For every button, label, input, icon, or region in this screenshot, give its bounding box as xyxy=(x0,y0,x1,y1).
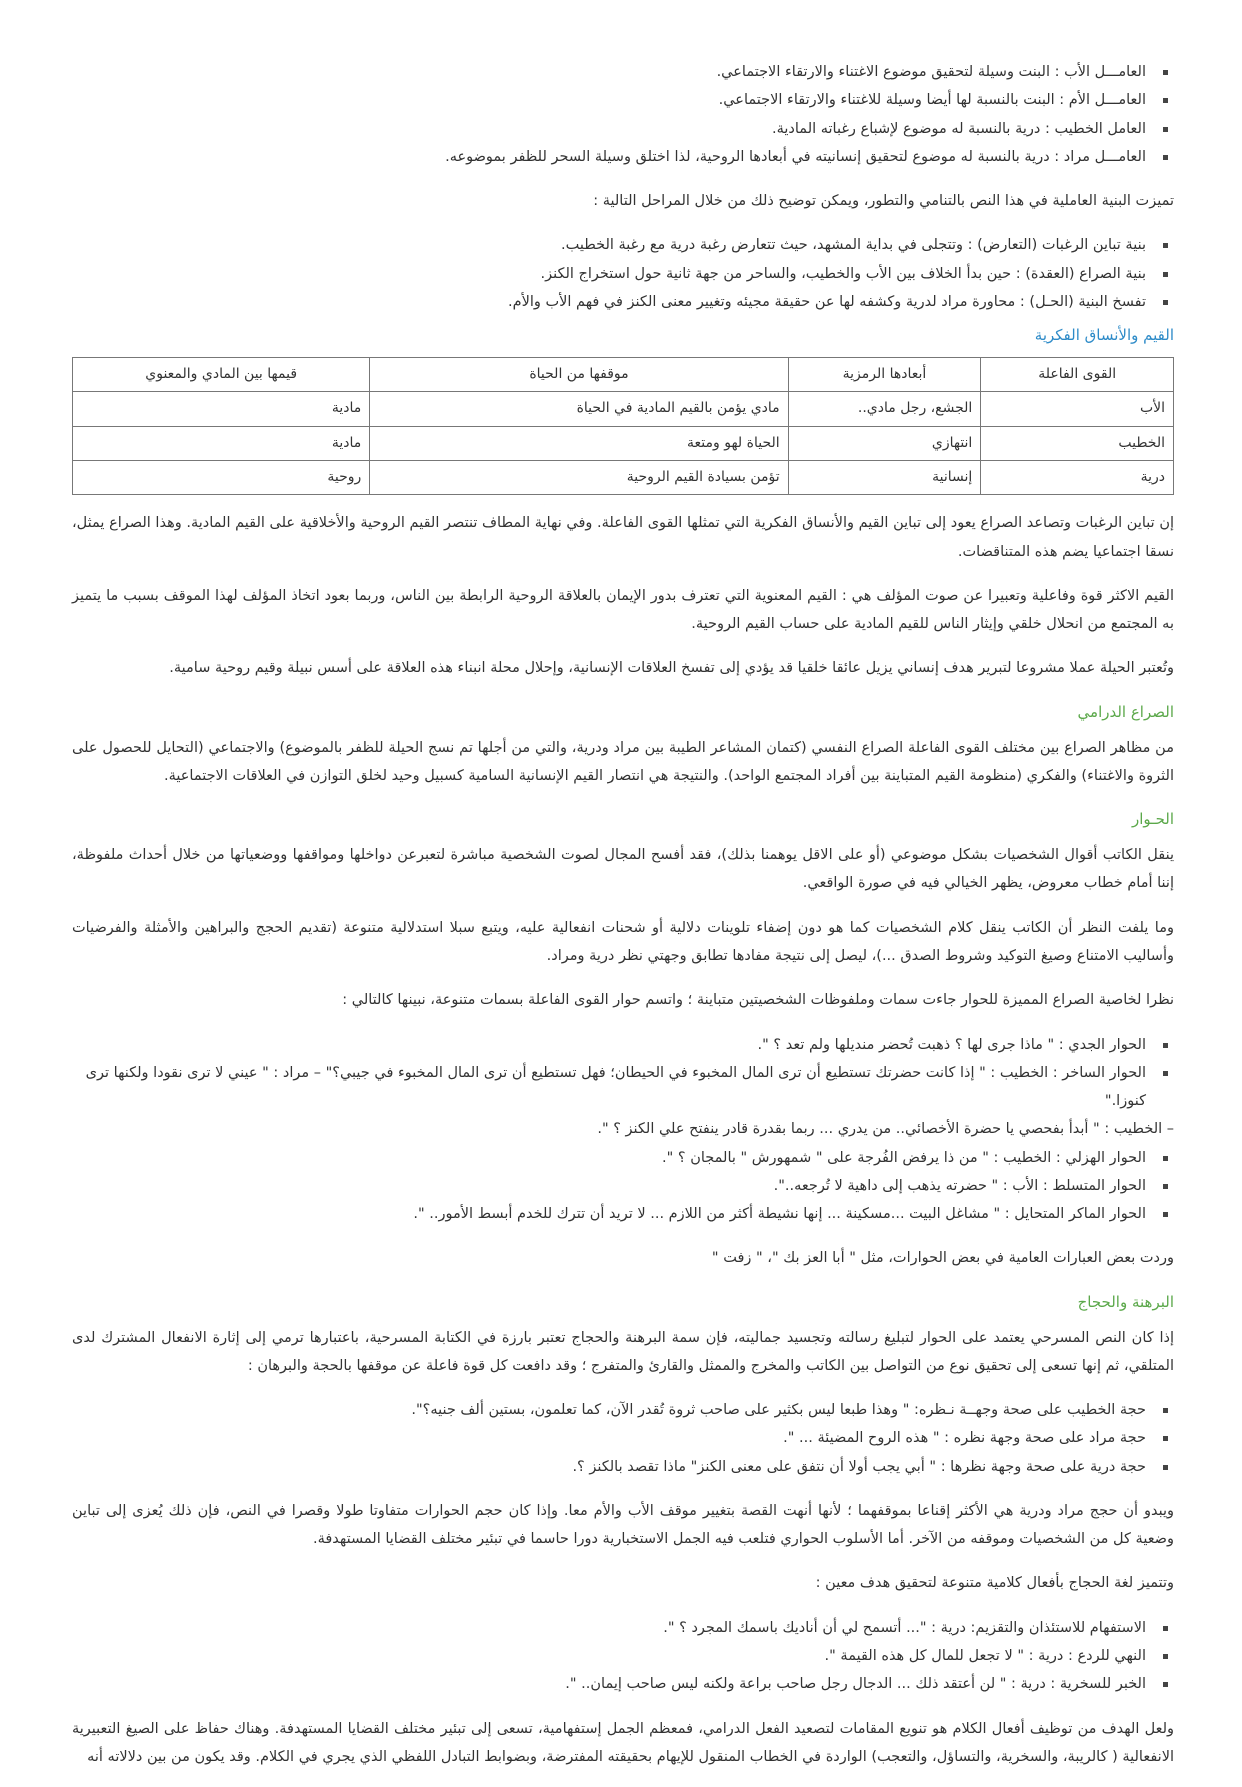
values-table xyxy=(72,357,1174,495)
actants-list xyxy=(72,58,1174,171)
table-cell: الجشع، رجل مادي.. xyxy=(788,392,981,426)
speech-acts-intro: وتتميز لغة الحجاج بأفعال كلامية متنوعة لتحقيق هدف معين : xyxy=(815,1575,1174,1592)
dialogue-paragraph: وما يلفت النظر أن الكاتب ينقل كلام الشخصيات كما هو دون إضفاء تلوينات دلالية أو شحنات انفعالية عليه، ويتبع سبلا استدلالية متنوعة (تقديم الحجج والبراهين والأمثلة والفرضيات وأساليب الامتناع وصيغ التوكيد وشروط الصدق ...)، ليصل إلى نتيجة مفادها تطابق وجهتي نظر درية ومراد. xyxy=(72,919,1174,964)
list-item: الحوار الجدي : " ماذا جرى لها ؟ ذهبت تُحضر منديلها ولم تعد ؟ ". xyxy=(72,1031,1146,1059)
argument-paragraph: إذا كان النص المسرحي يعتمد على الحوار لتبليغ رسالته وتجسيد جماليته، فإن سمة البرهنة والحجاج تعتبر بارزة في الكتابة المسرحية، باعتبارها ترمي إلى إثارة الانفعال المشترك لدى المتلقي، ثم إنها تسعى إلى تحقيق نوع من التواصل بين الكاتب والمخرج والممثل والقارئ والمتفرج ؛ وقد دافعت كل قوة فاعلة عن موقفها بالحجة والبرهان : xyxy=(72,1329,1174,1374)
table-cell: انتهازي xyxy=(788,426,981,460)
dialogue-heading: الحـوار xyxy=(1132,810,1174,829)
table-cell: مادي يؤمن بالقيم المادية في الحياة xyxy=(370,392,788,426)
list-item: بنية تباين الرغبات (التعارض) : وتتجلى في بداية المشهد، حيث تتعارض رغبة درية مع رغبة الخطيب. xyxy=(72,231,1146,259)
document-page xyxy=(72,58,1174,1787)
structure-intro: تميزت البنية العاملية في هذا النص بالتنامي والتطور، ويمكن توضيح ذلك من خلال المراحل التالية : xyxy=(593,193,1174,210)
list-item: الاستفهام للاستئذان والتقزيم: درية : "... أتسمح لي أن أناديك باسمك المجرد ؟ ". xyxy=(72,1614,1146,1642)
values-paragraph: إن تباين الرغبات وتصاعد الصراع يعود إلى تباين القيم والأنساق الفكرية التي تمثلها القوى الفاعلة. وفي نهاية المطاف تنتصر القيم الروحية والأخلاقية على القيم المادية. وهذا الصراع يمثل، نسقا اجتماعيا يضم هذه المتناقضات. xyxy=(72,515,1174,560)
dialogue-paragraph: ينقل الكاتب أقوال الشخصيات بشكل موضوعي (أو على الاقل يوهمنا بذلك)، فقد أفسح المجال لصوت الشخصية مباشرة لتعبرعن دواخلها ومواقفها ووضعياتها من خلال أحداث ملفوظة، إننا أمام خطاب معروض، يظهر الخيالي فيه في صورة الواقعي. xyxy=(72,847,1174,892)
table-cell: تؤمن بسيادة القيم الروحية xyxy=(370,461,788,495)
table-row xyxy=(73,392,1174,426)
table-cell: الأب xyxy=(981,392,1174,426)
values-heading: القيم والأنساق الفكرية xyxy=(1034,326,1174,345)
list-item: بنية الصراع (العقدة) : حين بدأ الخلاف بين الأب والخطيب، والساحر من جهة ثانية حول استخراج الكنز. xyxy=(72,260,1146,288)
list-item: الحوار الماكر المتحايل : " مشاغل البيت ...مسكينة ... إنها نشيطة أكثر من اللازم ... لا تريد أن تترك للخدم أبسط الأمور.. ". xyxy=(72,1200,1146,1228)
table-row xyxy=(73,426,1174,460)
table-header-cell: القوى الفاعلة xyxy=(981,358,1174,392)
values-paragraph: وتُعتبر الحيلة عملا مشروعا لتبرير هدف إنساني يزيل عائقا خلقيا قد يؤدي إلى تفسخ العلاقات الإنسانية، وإحلال محلة انبناء هذه العلاقة على أسس نبيلة وقيم روحية سامية. xyxy=(169,660,1174,677)
dialogue-paragraph: نظرا لخاصية الصراع المميزة للحوار جاءت سمات وملفوظات الشخصيتين متباينة ؛ واتسم حوار القوى الفاعلة بسمات متنوعة، نبينها كالتالي : xyxy=(342,992,1174,1009)
table-cell: مادية xyxy=(73,392,370,426)
table-cell: الخطيب xyxy=(981,426,1174,460)
colloquial-note: وردت بعض العبارات العامية في بعض الحوارات، مثل " أبا العز بك "، " زفت " xyxy=(711,1250,1174,1267)
list-item: العامـــل الأم : البنت بالنسبة لها أيضا وسيلة للاغتناء والارتقاء الاجتماعي. xyxy=(72,86,1146,114)
table-header-row xyxy=(73,358,1174,392)
conflict-heading: الصراع الدرامي xyxy=(1077,702,1174,721)
list-item: النهي للردع : درية : " لا تجعل للمال كل هذه القيمة ". xyxy=(72,1642,1146,1670)
table-cell: درية xyxy=(981,461,1174,495)
table-cell: إنسانية xyxy=(788,461,981,495)
table-header-cell: موقفها من الحياة xyxy=(370,358,788,392)
dialogue-types-list-2 xyxy=(72,1144,1174,1229)
list-item: العامـــل الأب : البنت وسيلة لتحقيق موضوع الاغتناء والارتقاء الاجتماعي. xyxy=(72,58,1146,86)
list-item: الخبر للسخرية : درية : " لن أعتقد ذلك ... الدجال رجل صاحب براعة ولكنه ليس صاحب إيمان.. ". xyxy=(72,1670,1146,1698)
list-item: الحوار الهزلي : الخطيب : " من ذا يرفض الفُرجة على " شمهورش " بالمجان ؟ ". xyxy=(72,1144,1146,1172)
conflict-paragraph: من مظاهر الصراع بين مختلف القوى الفاعلة الصراع النفسي (كتمان المشاعر الطيبة بين مراد ودرية، والتي من أجلها تم نسج الحيلة للظفر بالموضوع) والاجتماعي (التحايل للحصول على الثروة والاغتناء) والفكري (منظومة القيم المتباينة بين أفراد المجتمع الواحد). والنتيجة هي انتصار القيم الإنسانية السامية كسبيل وحيد لخلق التوازن في العلاقات الاجتماعية. xyxy=(72,739,1174,784)
final-paragraph: ولعل الهدف من توظيف أفعال الكلام هو تنويع المقامات لتصعيد الفعل الدرامي، فمعظم الجمل إستفهامية، تسعى إلى تبئير مختلف القضايا المستهدفة. وهناك حفاظ على الصيغ التعبيرية الانفعالية ( كالريبة، والسخرية، والتساؤل، والتعجب) الواردة في الخطاب المنقول للإيهام بحقيقته المفترضة، وبضوابط التبادل اللفظي الذي يجري في الكلام. وقد يكون من بين دلالاته أنه xyxy=(72,1720,1174,1765)
table-cell: روحية xyxy=(73,461,370,495)
list-item: الحوار الساخر : الخطيب : " إذا كانت حضرتك تستطيع أن ترى المال المخبوء في الحيطان؛ فهل تستطيع أن ترى المال المخبوء في جيبي؟" – مراد : " عيني لا ترى نقودا ولكنها ترى كنوزا." xyxy=(72,1059,1146,1116)
argument-conclusion: ويبدو أن حجج مراد ودرية هي الأكثر إقناعا بموقفهما ؛ لأنها أنهت القصة بتغيير موقف الأب والأم معا. وإذا كان حجم الحوارات متفاوتا طولا وقصرا في النص، فإن ذلك يُعزى إلى تباين وضعية كل من الشخصيات وموقفه من الآخر. أما الأسلوب الحواري فتلعب فيه الجمل الاستخبارية دورا حاسما في تبئير مختلف القضايا المستهدفة. xyxy=(72,1502,1174,1548)
table-header-cell: أبعادها الرمزية xyxy=(788,358,981,392)
stages-list xyxy=(72,231,1174,316)
list-item: العامل الخطيب : درية بالنسبة له موضوع لإشباع رغباته المادية. xyxy=(72,115,1146,143)
dialogue-continuation: – الخطيب : " أبدأ بفحصي يا حضرة الأخصائي.. من يدري ... ربما بقدرة قادر ينفتح علي الكنز ؟ ". xyxy=(597,1121,1174,1138)
argument-heading: البرهنة والحجاج xyxy=(1077,1292,1174,1311)
list-item: حجة مراد على صحة وجهة نظره : " هذه الروح المضيئة ... ". xyxy=(72,1424,1146,1452)
list-item: حجة درية على صحة وجهة نظرها : " أبي يجب أولا أن نتفق على معنى الكنز" ماذا تقصد بالكنز ؟. xyxy=(72,1453,1146,1481)
table-cell: مادية xyxy=(73,426,370,460)
list-item: العامـــل مراد : درية بالنسبة له موضوع لتحقيق إنسانيته في أبعادها الروحية، لذا اختلق وسيلة السحر للظفر بموضوعه. xyxy=(72,143,1146,171)
list-item: تفسخ البنية (الحـل) : محاورة مراد لدرية وكشفه لها عن حقيقة مجيئه وتغيير معنى الكنز في فهم الأب والأم. xyxy=(72,288,1146,316)
list-item: حجة الخطيب على صحة وجهــة نـظره: " وهذا طبعا ليس بكثير على صاحب ثروة تُقدر الآن، كما تعلمون، بستين ألف جنيه؟". xyxy=(72,1396,1146,1424)
table-row xyxy=(73,461,1174,495)
speech-acts-list xyxy=(72,1614,1174,1699)
arguments-list xyxy=(72,1396,1174,1481)
dialogue-types-list xyxy=(72,1031,1174,1116)
values-paragraph: القيم الاكثر قوة وفاعلية وتعبيرا عن صوت المؤلف هي : القيم المعنوية التي تعترف بدور الإيمان بالعلاقة الروحية الرابطة بين الناس، وربما بعود اتخاذ المؤلف لهذا الموقف بسبب ما يتميز به المجتمع من انحلال خلقي وإيثار الناس للقيم المادية على حساب القيم الروحية. xyxy=(72,587,1174,633)
table-cell: الحياة لهو ومتعة xyxy=(370,426,788,460)
list-item: الحوار المتسلط : الأب : " حضرته يذهب إلى داهية لا تُرجعه..". xyxy=(72,1172,1146,1200)
table-header-cell: قيمها بين المادي والمعنوي xyxy=(73,358,370,392)
